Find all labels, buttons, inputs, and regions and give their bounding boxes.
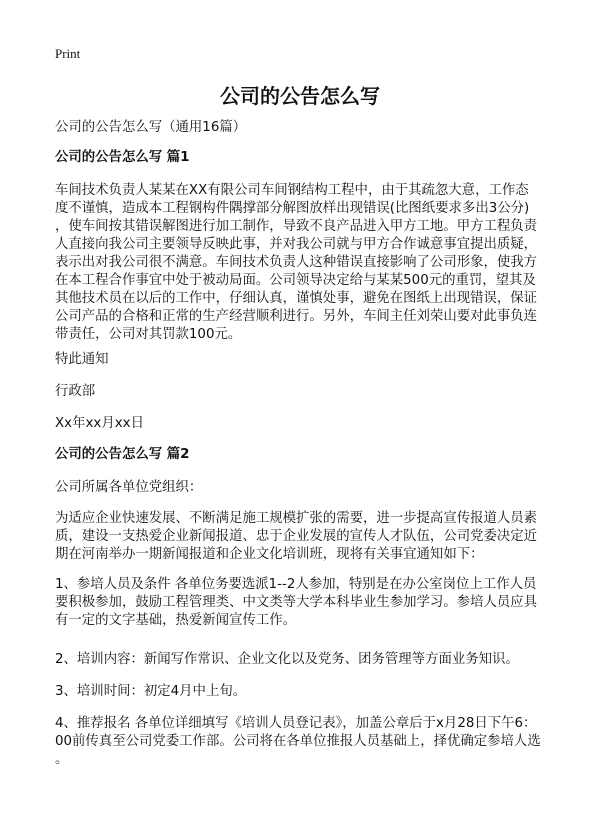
list-item-1 xyxy=(55,576,537,630)
notice-text: 特此通知 xyxy=(55,352,109,367)
section2-intro xyxy=(55,510,537,564)
text-line: 度不谨慎，造成本工程钢构件隅撑部分解图放样出现错误(比图纸要求多出3公分) xyxy=(55,201,530,216)
section-heading-2: 公司的公告怎么写 篇2 xyxy=(55,447,190,462)
text-line: 00前传真至公司党委工作部。公司将在各单位推报人员基础上，择优确定参培人选 xyxy=(55,734,541,749)
department: 行政部 xyxy=(55,384,96,399)
text-line: 4、推荐报名 各单位详细填写《培训人员登记表》，加盖公章后于x月28日下午6： xyxy=(55,716,537,731)
subtitle: 公司的公告怎么写（通用16篇） xyxy=(55,120,247,135)
text-line: 带责任，公司对其罚款100元。 xyxy=(55,327,242,342)
text-line: 为适应企业快速发展、不断满足施工规模扩张的需要，进一步提高宣传报道人员素 xyxy=(55,511,538,526)
list-item-4 xyxy=(55,715,541,769)
section1-body xyxy=(55,182,537,344)
page-title: 公司的公告怎么写 xyxy=(220,84,380,108)
text-line: 要积极参加，鼓励工程管理类、中文类等大学本科毕业生参加学习。参培人员应具 xyxy=(55,595,538,610)
text-line: 。 xyxy=(55,752,69,767)
list-item-2: 2、培训内容：新闻写作常识、企业文化以及党务、团务管理等方面业务知识。 xyxy=(55,652,519,667)
date: Xx年xx月xx日 xyxy=(55,416,144,431)
text-line: 人直接向我公司主要领导反映此事，并对我公司就与甲方合作诚意事宜提出质疑， xyxy=(55,237,538,252)
text-line: 质，建设一支热爱企业新闻报道、忠于企业发展的宣传人才队伍，公司党委决定近 xyxy=(55,529,538,544)
text-line: 在本工程合作事宜中处于被动局面。公司领导决定给与某某500元的重罚，望其及 xyxy=(55,273,536,288)
list-item-3: 3、培训时间：初定4月中上旬。 xyxy=(55,684,247,699)
text-line: ，使车间按其错误解图进行加工制作，导致不良产品进入甲方工地。甲方工程负责 xyxy=(55,219,538,234)
text-line: 1、参培人员及条件 各单位务要选派1--2人参加，特别是在办公室岗位上工作人员 xyxy=(55,577,537,592)
section-heading-1: 公司的公告怎么写 篇1 xyxy=(55,150,190,165)
greeting: 公司所属各单位党组织： xyxy=(55,480,203,495)
text-line: 表示出对我公司很不满意。车间技术负责人这种错误直接影响了公司形象，使我方 xyxy=(55,255,538,270)
text-line: 有一定的文字基础，热爱新闻宣传工作。 xyxy=(55,613,297,628)
text-line: 车间技术负责人某某在XX有限公司车间钢结构工程中，由于其疏忽大意，工作态 xyxy=(55,183,529,198)
text-line: 期在河南举办一期新闻报道和企业文化培训班，现将有关事宜通知如下： xyxy=(55,547,484,562)
print-link[interactable]: Print xyxy=(55,46,81,61)
text-line: 公司产品的合格和正常的生产经营顺利进行。另外，车间主任刘荣山要对此事负连 xyxy=(55,309,538,324)
text-line: 其他技术员在以后的工作中，仔细认真，谨慎处事，避免在图纸上出现错误，保证 xyxy=(55,291,538,306)
